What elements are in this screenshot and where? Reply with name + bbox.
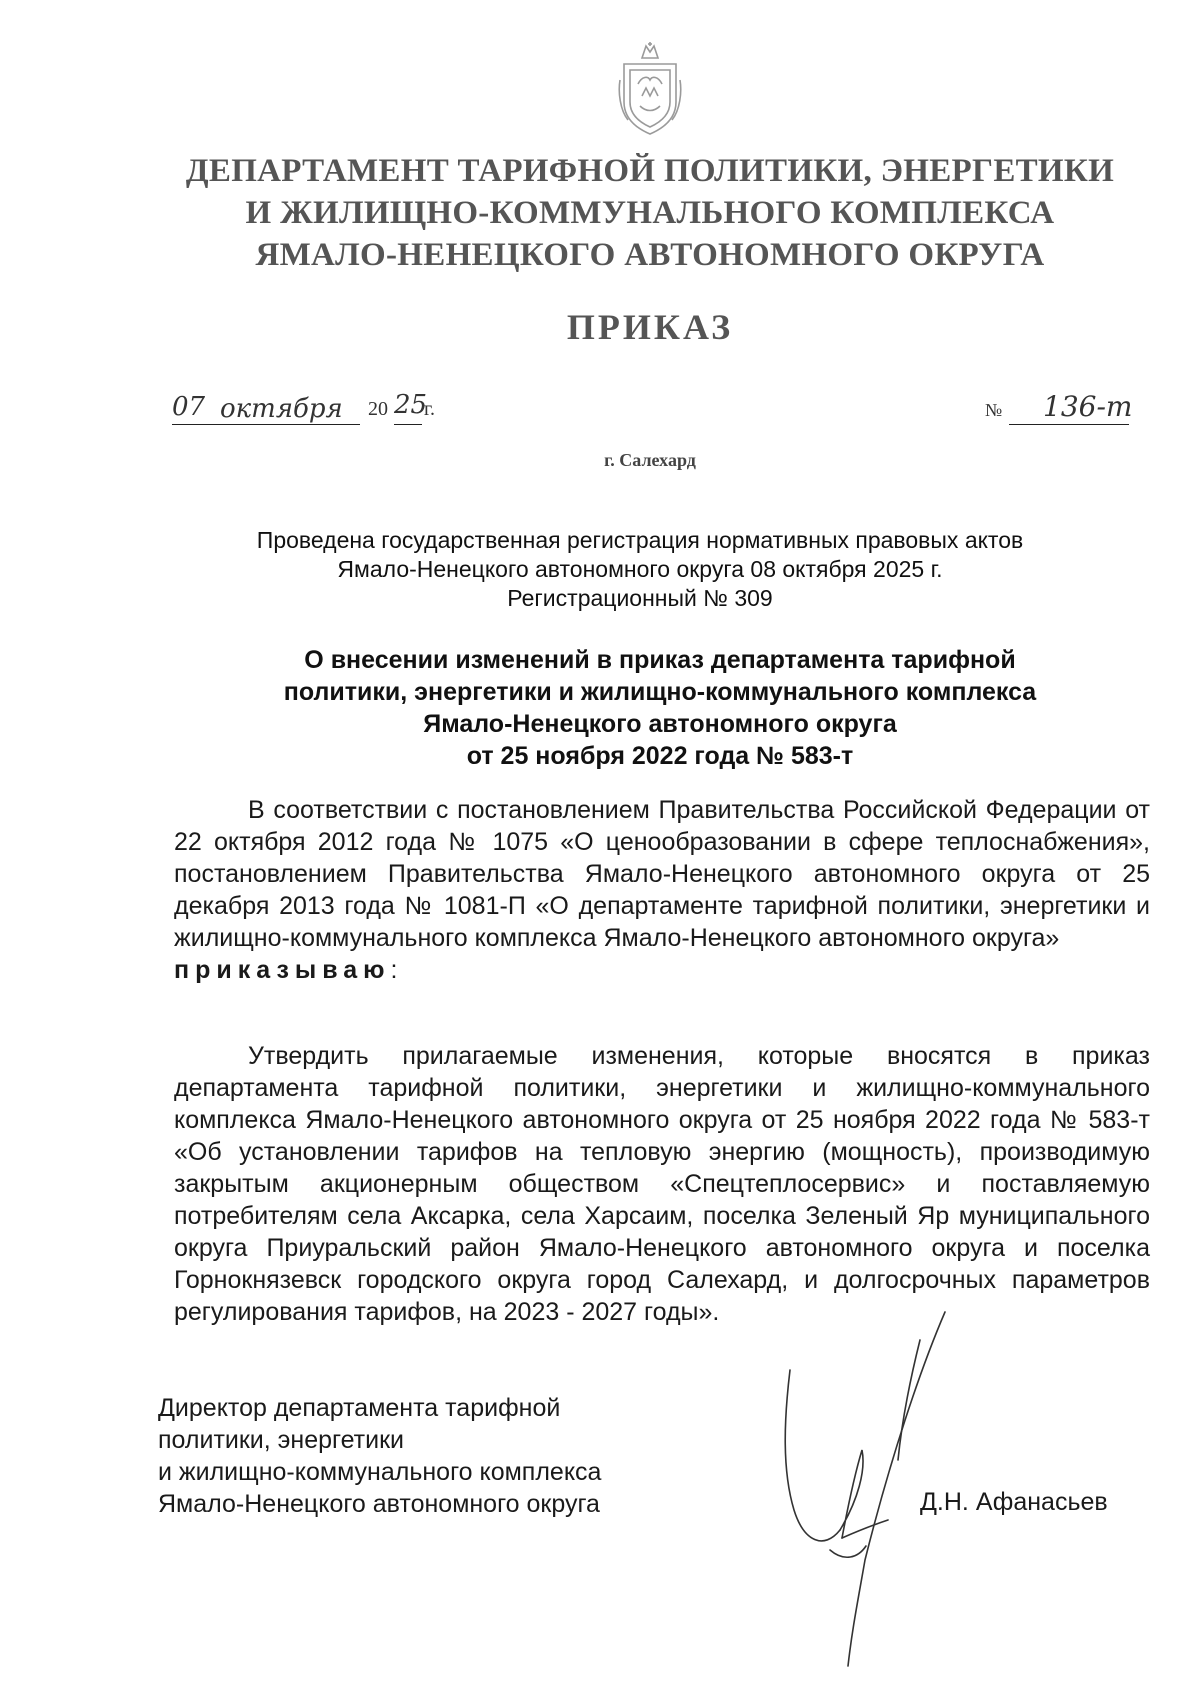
order-colon: : — [390, 956, 398, 984]
subject-line: О внесении изменений в приказ департамента тарифной — [304, 646, 1016, 674]
order-paragraph — [174, 1040, 1150, 1328]
registration-line: Проведена государственная регистрация нормативных правовых актов — [256, 527, 1024, 553]
subject-line: от 25 ноября 2022 года № 583-т — [466, 742, 854, 770]
date-day: 07 — [172, 392, 206, 422]
registration-note — [170, 526, 1110, 613]
date-year-suffix: 25 — [394, 390, 428, 420]
document-date — [172, 392, 472, 432]
order-subject — [230, 644, 1090, 772]
signer-position-line: политики, энергетики — [158, 1426, 404, 1454]
date-year-unit: г. — [424, 398, 435, 420]
number-underline — [1009, 424, 1129, 425]
number-sign: № — [985, 400, 1003, 420]
date-year-prefix: 20 — [368, 398, 388, 420]
header-line: ДЕПАРТАМЕНТ ТАРИФНОЙ ПОЛИТИКИ, ЭНЕРГЕТИКИ — [185, 153, 1115, 189]
department-header — [150, 150, 1150, 276]
preamble-text: В соответствии с постановлением Правительства Российской Федерации от 22 октября 2012 года № 1075 «О ценообразовании в сфере теплоснабжения», постановлением Правительства Ямало-Ненецкого автономного округа от 25 декабря 2013 года № 1081-П «О департаменте тарифной политики, энергетики и жилищно-коммунального комплекса Ямало-Ненецкого автономного округа» — [174, 796, 1150, 952]
number-value: 136-т — [1043, 390, 1133, 423]
signer-name: Д.Н. Афанасьев — [920, 1488, 1108, 1516]
signer-position-line: и жилищно-коммунального комплекса — [158, 1458, 602, 1486]
subject-line: политики, энергетики и жилищно-коммунального комплекса — [283, 678, 1037, 706]
year-underline — [394, 424, 422, 425]
coat-of-arms-icon — [618, 40, 682, 136]
registration-line: Регистрационный № 309 — [507, 585, 773, 611]
date-month: октября — [220, 394, 343, 424]
signer-position-line: Директор департамента тарифной — [158, 1394, 561, 1422]
subject-line: Ямало-Ненецкого автономного округа — [423, 710, 897, 738]
document-number — [985, 392, 1135, 432]
order-word: приказываю — [174, 956, 391, 984]
order-text: Утвердить прилагаемые изменения, которые вносятся в приказ департамента тарифной политики, энергетики и жилищно-коммунального комплекса Ямало-Ненецкого автономного округа от 25 ноября 2022 года № 583-т «Об установлении тарифов на тепловую энергию (мощность), производимую закрытым акционерным обществом «Спецтеплосервис» и поставляемую потребителям села Аксарка, села Харсаим, поселка Зеленый Яр муниципального округа Приуральский район Ямало-Ненецкого автономного округа и поселка Горнокнязевск городского округа город Салехард, и долгосрочных параметров регулирования тарифов, на 2023 - 2027 годы». — [174, 1042, 1150, 1326]
signer-position — [158, 1392, 718, 1520]
preamble-paragraph — [174, 794, 1150, 986]
header-line: ЯМАЛО-НЕНЕЦКОГО АВТОНОМНОГО ОКРУГА — [255, 237, 1045, 273]
header-line: И ЖИЛИЩНО-КОММУНАЛЬНОГО КОМПЛЕКСА — [245, 195, 1055, 231]
document-title: ПРИКАЗ — [566, 307, 734, 347]
date-underline — [172, 424, 360, 425]
signer-position-line: Ямало-Ненецкого автономного округа — [158, 1490, 600, 1518]
city: г. Салехард — [604, 450, 696, 470]
registration-line: Ямало-Ненецкого автономного округа 08 октября 2025 г. — [337, 556, 943, 582]
